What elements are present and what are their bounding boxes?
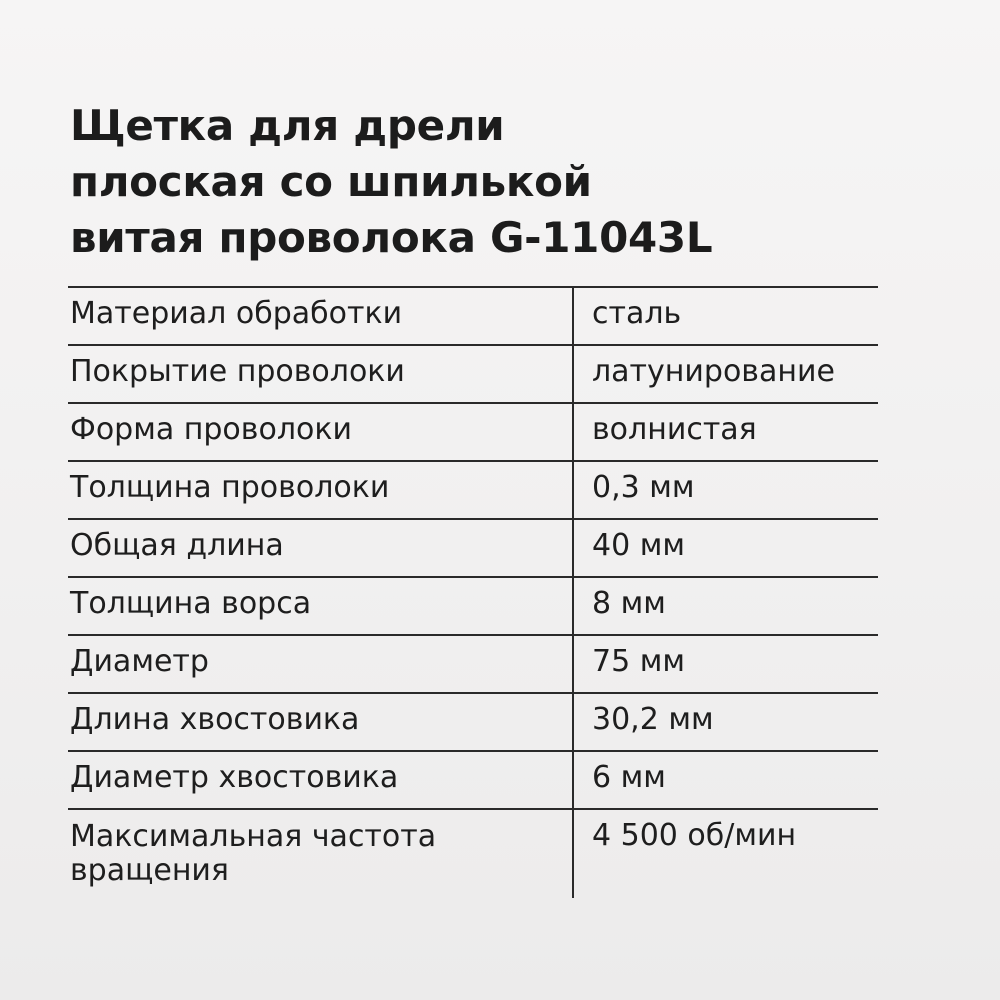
product-title-line: плоская со шпилькой (70, 157, 592, 206)
spec-label: Толщина ворса (70, 586, 312, 621)
spec-row (68, 520, 878, 578)
spec-value: 6 мм (592, 760, 666, 795)
spec-value: 4 500 об/мин (592, 818, 797, 853)
spec-label: Форма проволоки (70, 412, 352, 447)
spec-value: волнистая (592, 412, 757, 447)
spec-value: 8 мм (592, 586, 666, 621)
spec-row (68, 694, 878, 752)
spec-label: Материал обработки (70, 296, 403, 331)
spec-value: 75 мм (592, 644, 685, 679)
spec-value: 0,3 мм (592, 470, 695, 505)
spec-row (68, 578, 878, 636)
spec-row (68, 462, 878, 520)
spec-table (68, 286, 878, 906)
spec-value: 30,2 мм (592, 702, 714, 737)
spec-value: сталь (592, 296, 682, 331)
spec-row (68, 636, 878, 694)
column-divider (572, 286, 574, 898)
spec-label: Толщина проволоки (70, 470, 390, 505)
spec-row (68, 346, 878, 404)
spec-label: Общая длина (70, 528, 284, 563)
product-title-line: витая проволока G-11043L (70, 213, 713, 262)
spec-label: Диаметр (70, 644, 209, 679)
spec-value: латунирование (592, 354, 835, 389)
spec-label: Максимальная частота вращения (70, 819, 437, 888)
spec-row (68, 810, 878, 906)
spec-label: Диаметр хвостовика (70, 760, 399, 795)
spec-value: 40 мм (592, 528, 685, 563)
spec-row (68, 752, 878, 810)
spec-row (68, 286, 878, 346)
spec-row (68, 404, 878, 462)
spec-label: Длина хвостовика (70, 702, 360, 737)
product-title-line: Щетка для дрели (70, 101, 505, 150)
spec-label: Покрытие проволоки (70, 354, 405, 389)
product-title (70, 98, 950, 266)
